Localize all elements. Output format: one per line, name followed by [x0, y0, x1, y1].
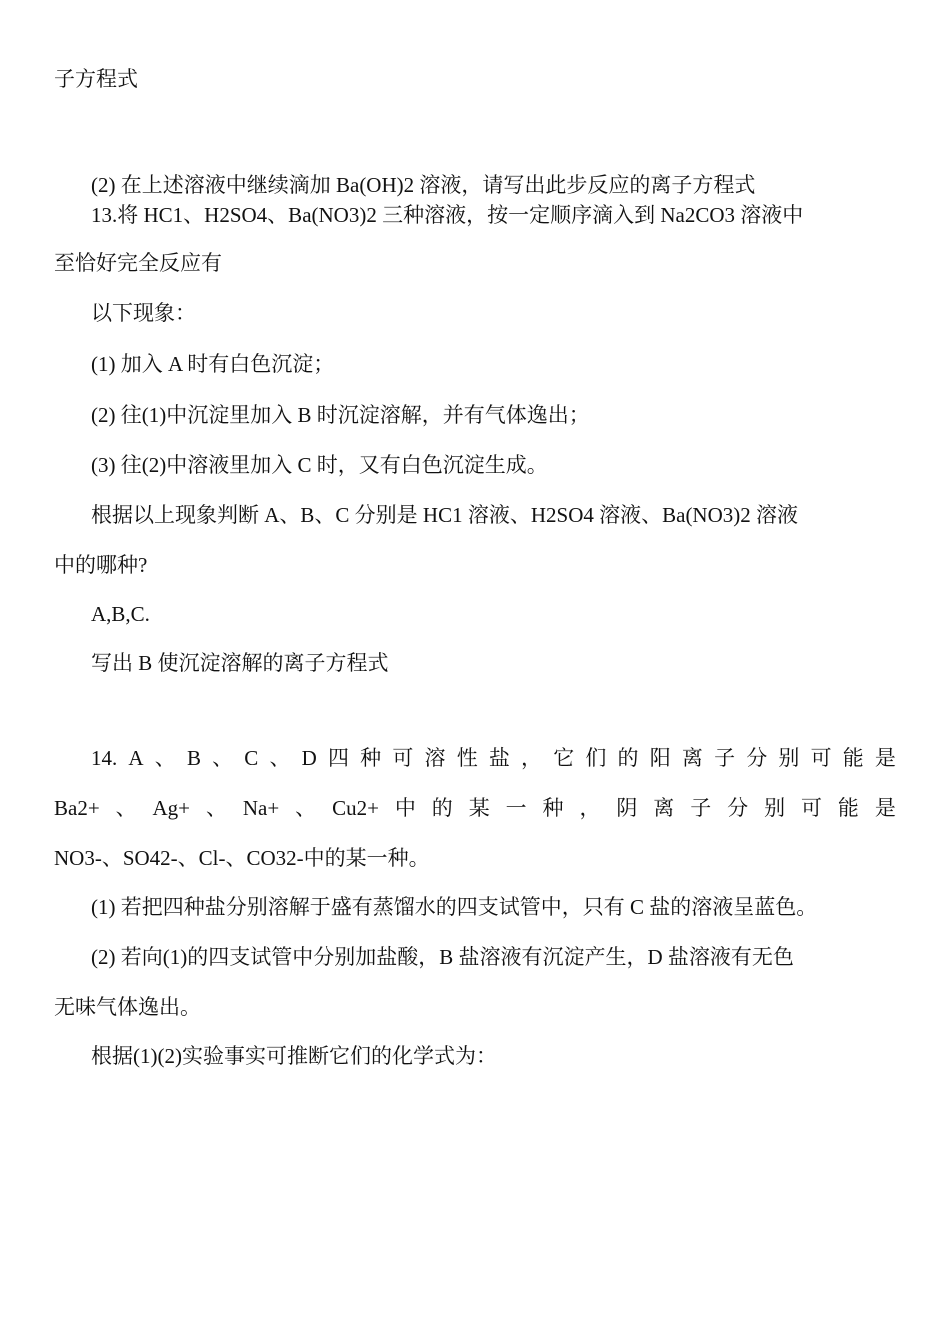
text-line: (3) 往(2)中溶液里加入 C 时，又有白色沉淀生成。 — [91, 453, 548, 477]
text-token: 性 — [456, 746, 478, 770]
text-token: 可 — [800, 796, 822, 820]
text-line: 根据(1)(2)实验事实可推断它们的化学式为： — [91, 1044, 497, 1068]
text-token: 种 — [542, 796, 564, 820]
text-token: 别 — [778, 746, 800, 770]
text-line: 写出 B 使沉淀溶解的离子方程式 — [91, 651, 389, 675]
text-line: 中的哪种? — [54, 553, 148, 577]
text-token: 子 — [690, 796, 712, 820]
text-token: 离 — [681, 746, 703, 770]
text-token: 溶 — [424, 746, 446, 770]
text-line: (2) 在上述溶液中继续滴加 Ba(OH)2 溶液，请写出此步反应的离子方程式 — [91, 173, 756, 197]
text-token: 、 — [115, 796, 137, 820]
text-token: 能 — [842, 746, 864, 770]
text-token: 某 — [468, 796, 490, 820]
text-token: 可 — [810, 746, 832, 770]
text-token: 盐 — [488, 746, 510, 770]
text-token: 四 — [328, 746, 349, 770]
text-token: 能 — [837, 796, 859, 820]
text-token: Na+ — [242, 796, 280, 820]
text-line: NO3-、SO42-、Cl-、CO32-中的某一种。 — [54, 846, 430, 870]
text-token: 、 — [205, 796, 227, 820]
text-token: D — [301, 746, 317, 770]
text-line: A,B,C. — [91, 602, 150, 626]
text-token: B — [186, 746, 201, 770]
text-token: 阳 — [649, 746, 671, 770]
text-line: (1) 若把四种盐分别溶解于盛有蒸馏水的四支试管中，只有 C 盐的溶液呈蓝色。 — [91, 895, 818, 919]
text-token: Ag+ — [152, 796, 191, 820]
text-line: (2) 若向(1)的四支试管中分别加盐酸，B 盐溶液有沉淀产生，D 盐溶液有无色 — [91, 945, 794, 969]
text-token: 是 — [874, 796, 896, 820]
text-line: 根据以上现象判断 A、B、C 分别是 HC1 溶液、H2SO4 溶液、Ba(NO3)2 溶液 — [91, 503, 799, 527]
text-line: (2) 往(1)中沉淀里加入 B 时沉淀溶解，并有气体逸出； — [91, 403, 590, 427]
text-token: 可 — [392, 746, 414, 770]
text-token: 中 — [394, 796, 416, 820]
question-13-line: 13.将 HC1、H2SO4、Ba(NO3)2 三种溶液，按一定顺序滴入到 Na2CO3 溶液中 — [91, 203, 804, 227]
text-token: C — [244, 746, 259, 770]
text-token: 别 — [764, 796, 786, 820]
text-line: 以下现象： — [91, 301, 196, 325]
text-token: 、 — [154, 746, 176, 770]
text-token: 、 — [269, 746, 291, 770]
text-token: 子 — [714, 746, 736, 770]
text-line: (1) 加入 A 时有白色沉淀； — [91, 352, 335, 376]
question-14-line-2 — [54, 795, 896, 821]
text-token: 14. — [91, 746, 118, 770]
text-token: 的 — [617, 746, 639, 770]
text-token: 是 — [874, 746, 896, 770]
question-14-line-1 — [91, 745, 896, 771]
text-line: 无味气体逸出。 — [54, 995, 201, 1019]
text-token: A — [128, 746, 144, 770]
text-token: 、 — [295, 796, 317, 820]
text-token: 一 — [505, 796, 527, 820]
text-token: 阴 — [616, 796, 638, 820]
text-token: 们 — [585, 746, 607, 770]
text-token: ， — [521, 746, 543, 770]
text-line: 子方程式 — [54, 67, 138, 91]
text-line: 至恰好完全反应有 — [54, 251, 222, 275]
text-token: ， — [579, 796, 601, 820]
text-token: 的 — [431, 796, 453, 820]
text-token: Ba2+ — [54, 796, 100, 820]
text-token: 分 — [727, 796, 749, 820]
text-token: 种 — [360, 746, 382, 770]
text-token: Cu2+ — [332, 796, 379, 820]
text-token: 分 — [746, 746, 768, 770]
text-token: 、 — [212, 746, 234, 770]
text-token: 离 — [653, 796, 675, 820]
text-token: 它 — [553, 746, 575, 770]
